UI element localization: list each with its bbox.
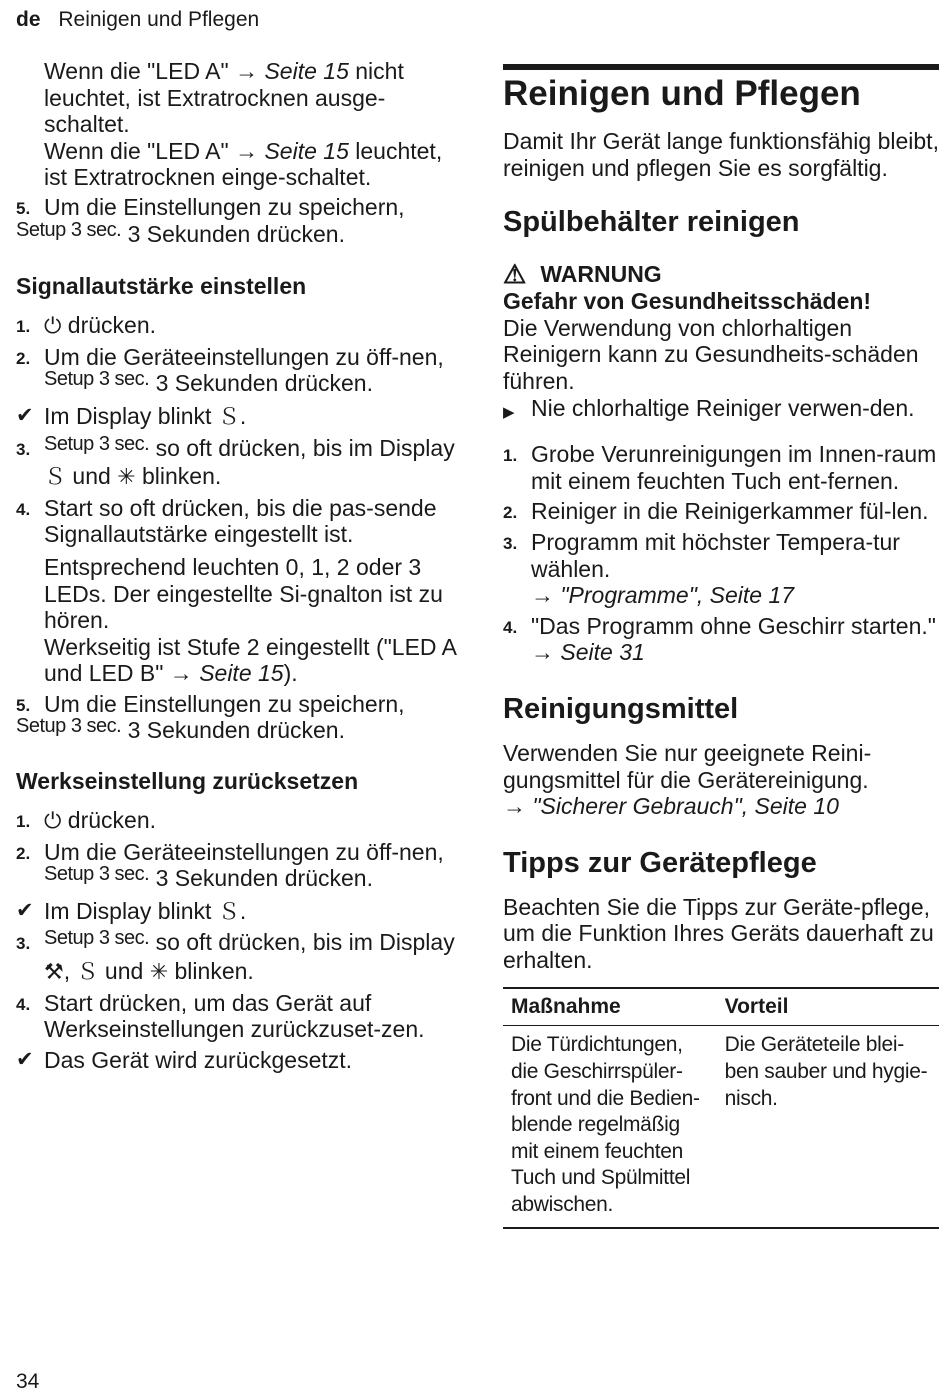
power-icon: ⏻ xyxy=(44,808,62,834)
spuel-step-4 xyxy=(503,613,939,666)
separator: , xyxy=(63,958,77,985)
step-text: so oft drücken, bis die pas-sende Signallautstärke eingestellt ist. xyxy=(44,494,437,548)
step-number: 1. xyxy=(16,317,31,337)
checkmark-icon: ✔ xyxy=(16,403,34,427)
page-ref-link[interactable]: Seite 15 xyxy=(264,58,349,84)
start-button-label: Start xyxy=(44,494,93,521)
table-cell-vorteil: Die Geräteteile blei-ben sauber und hygie-nisch. xyxy=(717,1026,939,1228)
reset-step-3 xyxy=(16,929,456,985)
care-tips-table xyxy=(503,987,939,1228)
step-text-rest: 3 Sekunden drücken. xyxy=(121,220,345,247)
mittel-text: Verwenden Sie nur geeignete Reini-gungsmittel für die Gerätereinigung. xyxy=(503,739,872,793)
signal-check-1 xyxy=(16,403,456,431)
note-text-rest: ). xyxy=(283,660,298,687)
warning-label: WARNUNG xyxy=(540,261,662,288)
led-off-text xyxy=(44,58,454,138)
step-number: 4. xyxy=(503,617,518,637)
step-number: 3. xyxy=(16,934,31,954)
page-ref-link[interactable]: Seite 31 xyxy=(560,639,645,666)
spuel-step-1 xyxy=(503,441,939,494)
checkmark-icon: ✔ xyxy=(16,898,34,922)
led-off-lead: Wenn die "LED A" → xyxy=(44,58,265,84)
page-header xyxy=(16,8,259,32)
step-number: 1. xyxy=(503,446,518,466)
signal-display-icon: Ｓ xyxy=(217,403,240,429)
table-header-row xyxy=(503,988,939,1026)
step-text: Um die Geräteeinstellungen zu öff-nen, xyxy=(44,838,444,865)
led-count-note: Entsprechend leuchten 0, 1, 2 oder 3 LEDs. Der eingestellte Si-gnalton ist zu hören. xyxy=(44,553,443,634)
section-heading-tipps: Tipps zur Gerätepflege xyxy=(503,846,817,879)
spuel-step-3 xyxy=(503,529,939,609)
reset-step-4 xyxy=(16,990,456,1043)
reset-step-1 xyxy=(16,807,456,835)
checkmark-icon: ✔ xyxy=(16,1047,34,1071)
signal-step-5 xyxy=(16,691,456,746)
step-5-save xyxy=(16,194,456,249)
page-ref-link[interactable]: Seite 15 xyxy=(199,660,284,687)
step-text-rest: 3 Sekunden drücken. xyxy=(149,370,373,397)
step-text-rest: 3 Sekunden drücken. xyxy=(121,717,345,744)
led-on-rest: leuchtet, ist Extratrocknen einge-schaltet. xyxy=(44,137,443,191)
setup-button-label: Setup 3 sec. xyxy=(16,218,122,241)
step-text: Um die Einstellungen zu speichern, xyxy=(44,193,405,220)
punctuation: . xyxy=(239,897,247,924)
section-heading-spuel: Spülbehälter reinigen xyxy=(503,206,800,239)
spuel-step-2 xyxy=(503,498,939,525)
signal-display-icon: Ｓ xyxy=(217,898,240,924)
led-on-lead: Wenn die "LED A" → xyxy=(44,137,265,164)
step-text: Um die Einstellungen zu speichern, xyxy=(44,690,405,717)
reset-check-1 xyxy=(16,898,456,926)
step-number: 2. xyxy=(16,843,31,863)
left-column xyxy=(16,58,456,1073)
check-text: Im Display blinkt xyxy=(44,402,218,429)
table-row xyxy=(503,1026,939,1228)
step-text-rest: blinken. xyxy=(135,463,222,490)
section-heading-signal: Signallautstärke einstellen xyxy=(16,273,307,300)
step-text-rest: 3 Sekunden drücken. xyxy=(149,865,373,892)
bullet-arrow-icon: ▶ xyxy=(503,403,515,421)
led-off-rest: nicht leuchtet, ist Extratrocknen ausge-schaltet. xyxy=(44,58,404,138)
step-text: drücken. xyxy=(61,807,157,834)
step-text: Grobe Verunreinigungen im Innen-raum mit einem feuchten Tuch ent-fernen. xyxy=(531,441,937,494)
setup-button-label: Setup 3 sec. xyxy=(44,432,150,455)
tipps-text: Beachten Sie die Tipps zur Geräte-pflege, um die Funktion Ihres Geräts dauerhaft zu erhalten. xyxy=(503,893,934,973)
sparkle-icon: ✳ xyxy=(117,464,136,490)
check-text: Im Display blinkt xyxy=(44,897,218,924)
step-number: 3. xyxy=(16,439,31,459)
step-number: 3. xyxy=(503,533,518,553)
step-text: Reiniger in die Reinigerkammer fül-len. xyxy=(531,498,929,525)
step-text: "Das Programm ohne Geschirr starten." → xyxy=(531,612,936,666)
step-number: 5. xyxy=(16,695,31,715)
step-number: 2. xyxy=(503,503,518,523)
reference-arrow: → xyxy=(531,582,561,609)
column-header-vorteil: Vorteil xyxy=(717,988,939,1026)
column-header-massnahme: Maßnahme xyxy=(503,988,717,1026)
signal-step-1 xyxy=(16,312,456,340)
warning-title: Gefahr von Gesundheitsschäden! xyxy=(503,288,872,315)
check-text: Das Gerät wird zurückgesetzt. xyxy=(44,1046,353,1073)
setup-button-label: Setup 3 sec. xyxy=(44,863,150,886)
page-ref-link[interactable]: Seite 15 xyxy=(264,137,349,164)
step-number: 4. xyxy=(16,499,31,519)
step-text: Um die Geräteeinstellungen zu öff-nen, xyxy=(44,343,444,370)
step-text-rest: blinken. xyxy=(168,958,254,985)
signal-display-icon: Ｓ xyxy=(44,464,67,490)
led-note xyxy=(16,58,456,191)
water-tap-icon: ⚒ xyxy=(44,959,64,985)
bullet-text: Nie chlorhaltige Reiniger verwen-den. xyxy=(531,394,915,421)
step-text: so oft drücken, bis im Display xyxy=(149,434,455,461)
language-code: de xyxy=(16,8,41,31)
start-button-label: Start xyxy=(44,989,93,1016)
sparkle-icon: ✳ xyxy=(149,959,169,985)
step-number: 4. xyxy=(16,994,31,1014)
setup-button-label: Setup 3 sec. xyxy=(44,927,150,950)
right-column xyxy=(503,64,939,1229)
setup-button-label: Setup 3 sec. xyxy=(16,715,122,738)
step-text: Programm mit höchster Tempera-tur wählen. xyxy=(531,528,900,582)
step-text: so oft drücken, bis im Display xyxy=(149,929,455,956)
step-text: drücken, um das Gerät auf Werkseinstellungen zurückzuset-zen. xyxy=(44,989,425,1043)
safety-ref-link[interactable]: "Sicherer Gebrauch", Seite 10 xyxy=(532,793,839,820)
table-cell-massnahme: Die Türdichtungen, die Geschirrspüler-front und die Bedien-blende regelmäßig mit einem feuchten Tuch und Spülmittel abwischen. xyxy=(503,1026,717,1228)
warning-triangle-icon: ⚠ xyxy=(503,259,527,290)
signal-display-icon: Ｓ xyxy=(76,959,99,985)
signal-notes xyxy=(16,554,456,687)
reset-check-2 xyxy=(16,1047,456,1074)
page-title: Reinigen und Pflegen xyxy=(503,74,861,113)
note-text: Werkseitig ist Stufe 2 eingestellt ("LED A und LED B" → xyxy=(44,633,456,687)
led-on-text xyxy=(44,138,444,191)
step-text: drücken. xyxy=(61,312,157,339)
step-number: 1. xyxy=(16,812,31,832)
step-number: 5. xyxy=(16,198,31,218)
warning-box xyxy=(503,261,939,421)
reset-step-2 xyxy=(16,839,456,894)
reference-arrow: → xyxy=(503,793,533,820)
mittel-ref xyxy=(503,793,939,820)
header-title: Reinigen und Pflegen xyxy=(58,8,260,31)
warning-bullet xyxy=(503,395,939,422)
programme-ref-link[interactable]: "Programme", Seite 17 xyxy=(560,582,795,609)
section-heading-reset: Werkseinstellung zurücksetzen xyxy=(16,768,359,795)
conjunction: und xyxy=(66,463,118,490)
signal-step-2 xyxy=(16,344,456,399)
warning-text: Die Verwendung von chlorhaltigen Reinigern kann zu Gesundheits-schäden führen. xyxy=(503,314,919,394)
section-heading-mittel: Reinigungsmittel xyxy=(503,692,739,725)
conjunction: und xyxy=(98,958,150,985)
page-number: 34 xyxy=(16,1370,40,1393)
warning-header xyxy=(503,261,939,288)
power-icon: ⏻ xyxy=(44,313,62,339)
default-level-note xyxy=(44,634,456,687)
setup-button-label: Setup 3 sec. xyxy=(44,368,150,391)
signal-step-3 xyxy=(16,432,456,491)
step-number: 2. xyxy=(16,348,31,368)
title-rule xyxy=(503,64,939,70)
intro-text: Damit Ihr Gerät lange funktionsfähig bleibt, reinigen und pflegen Sie es sorgfältig. xyxy=(503,128,939,181)
punctuation: . xyxy=(239,402,247,429)
signal-step-4 xyxy=(16,495,456,548)
